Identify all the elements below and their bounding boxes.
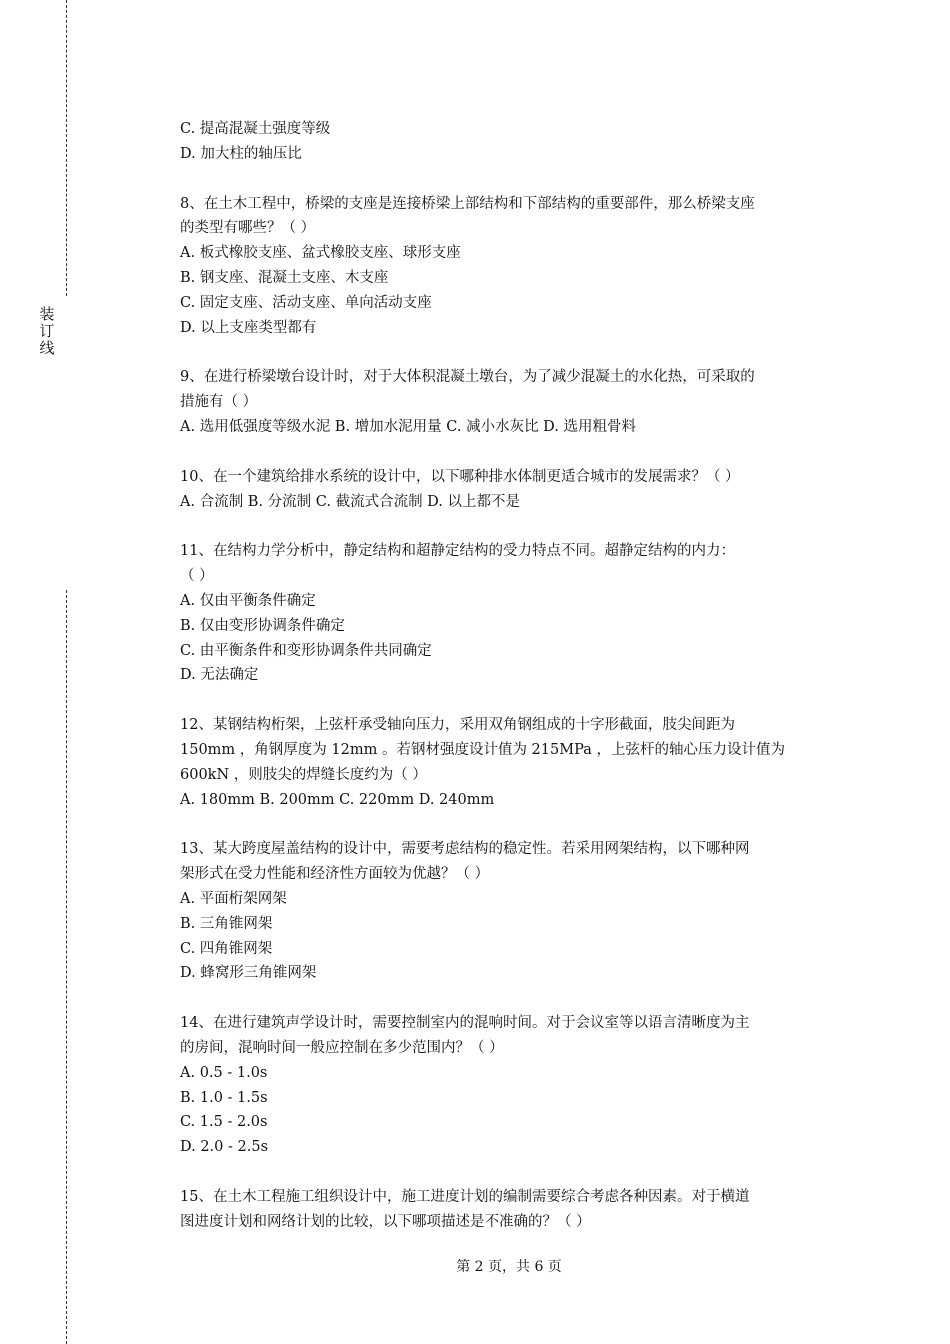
question-block: [180, 1185, 840, 1235]
question-stem: 11、在结构力学分析中，静定结构和超静定结构的受力特点不同。超静定结构的内力：: [180, 543, 735, 560]
question-block: [180, 837, 840, 986]
option-line: B. 1.0 - 1.5s: [180, 1089, 268, 1106]
question-stem: 9、在进行桥梁墩台设计时，对于大体积混凝土墩台，为了减少混凝土的水化热，可采取的: [180, 369, 755, 386]
question-gap: [180, 1160, 840, 1185]
option-line: A. 板式橡胶支座、盆式橡胶支座、球形支座: [180, 245, 461, 262]
option-line: D. 蜂窝形三角锥网架: [180, 965, 317, 982]
option-line: A. 选用低强度等级水泥 B. 增加水泥用量 C. 减小水灰比 D. 选用粗骨料: [180, 418, 637, 435]
binding-char: 装: [39, 305, 55, 323]
binding-line-bottom: [66, 590, 67, 1344]
question-gap: [180, 440, 840, 465]
question-stem: 14、在进行建筑声学设计时，需要控制室内的混响时间。对于会议室等以语言清晰度为主: [180, 1015, 750, 1032]
question-stem: 图进度计划和网络计划的比较，以下哪项描述是不准确的？（ ）: [180, 1213, 591, 1230]
option-line: D. 以上支座类型都有: [180, 319, 317, 336]
option-line: C. 四角锥网架: [180, 940, 273, 957]
option-line: B. 三角锥网架: [180, 915, 273, 932]
option-line: A. 合流制 B. 分流制 C. 截流式合流制 D. 以上都不是: [180, 493, 521, 510]
question-stem: 10、在一个建筑给排水系统的设计中，以下哪种排水体制更适合城市的发展需求？（ ）: [180, 468, 740, 485]
question-stem: 15、在土木工程施工组织设计中，施工进度计划的编制需要综合考虑各种因素。对于横道: [180, 1188, 750, 1205]
option-line: A. 180mm B. 200mm C. 220mm D. 240mm: [180, 791, 495, 808]
question-list: [180, 117, 840, 1234]
question-stem: 架形式在受力性能和经济性方面较为优越？（ ）: [180, 866, 490, 883]
question-stem: 12、某钢结构桁架，上弦杆承受轴向压力，采用双角钢组成的十字形截面，肢尖间距为: [180, 717, 735, 734]
option-line: C. 提高混凝土强度等级: [180, 121, 331, 137]
question-gap: [180, 514, 840, 539]
option-line: D. 无法确定: [180, 667, 259, 684]
binding-label: [37, 306, 57, 357]
option-line: D. 2.0 - 2.5s: [180, 1139, 269, 1156]
questions-container: [180, 167, 840, 1235]
option-line: B. 仅由变形协调条件确定: [180, 617, 345, 634]
option-line: C. 由平衡条件和变形协调条件共同确定: [180, 642, 432, 659]
option-line: A. 平面桁架网架: [180, 890, 287, 907]
binding-char: 订: [39, 322, 55, 340]
binding-char: 线: [39, 339, 55, 357]
option-line: A. 0.5 - 1.0s: [180, 1064, 268, 1081]
binding-line-top: [66, 0, 67, 296]
question-stem: 8、在土木工程中，桥梁的支座是连接桥梁上部结构和下部结构的重要部件，那么桥梁支座: [180, 195, 755, 212]
question-gap: [180, 688, 840, 713]
question-stem: 的类型有哪些？（ ）: [180, 220, 316, 237]
option-line: D. 加大柱的轴压比: [180, 145, 302, 162]
question-gap: [180, 340, 840, 365]
question-stem: 13、某大跨度屋盖结构的设计中，需要考虑结构的稳定性。若采用网架结构，以下哪种网: [180, 841, 750, 858]
page-footer: 第 2 页，共 6 页: [456, 1259, 562, 1275]
question-block: [180, 1011, 840, 1160]
option-line: A. 仅由平衡条件确定: [180, 592, 316, 609]
question-stem: 600kN ，则肢尖的焊缝长度约为（ ）: [180, 766, 427, 783]
question-stem: （ ）: [180, 568, 214, 585]
question-gap: [180, 812, 840, 837]
question-block: [180, 365, 840, 439]
question-block: [180, 539, 840, 688]
question-stem: 的房间，混响时间一般应控制在多少范围内？（ ）: [180, 1039, 504, 1056]
carryover-options: [180, 117, 840, 167]
question-gap: [180, 986, 840, 1011]
question-block: [180, 465, 840, 515]
question-block: [180, 713, 840, 812]
option-line: B. 钢支座、混凝土支座、木支座: [180, 269, 389, 286]
question-stem: 措施有（ ）: [180, 394, 258, 411]
option-line: C. 1.5 - 2.0s: [180, 1114, 268, 1131]
option-line: C. 固定支座、活动支座、单向活动支座: [180, 294, 432, 311]
question-gap: [180, 167, 840, 192]
question-block: [180, 192, 840, 341]
question-stem: 150mm ，角钢厚度为 12mm 。若钢材强度设计值为 215MPa ，上弦杆的轴心压力设计值为: [180, 741, 785, 758]
